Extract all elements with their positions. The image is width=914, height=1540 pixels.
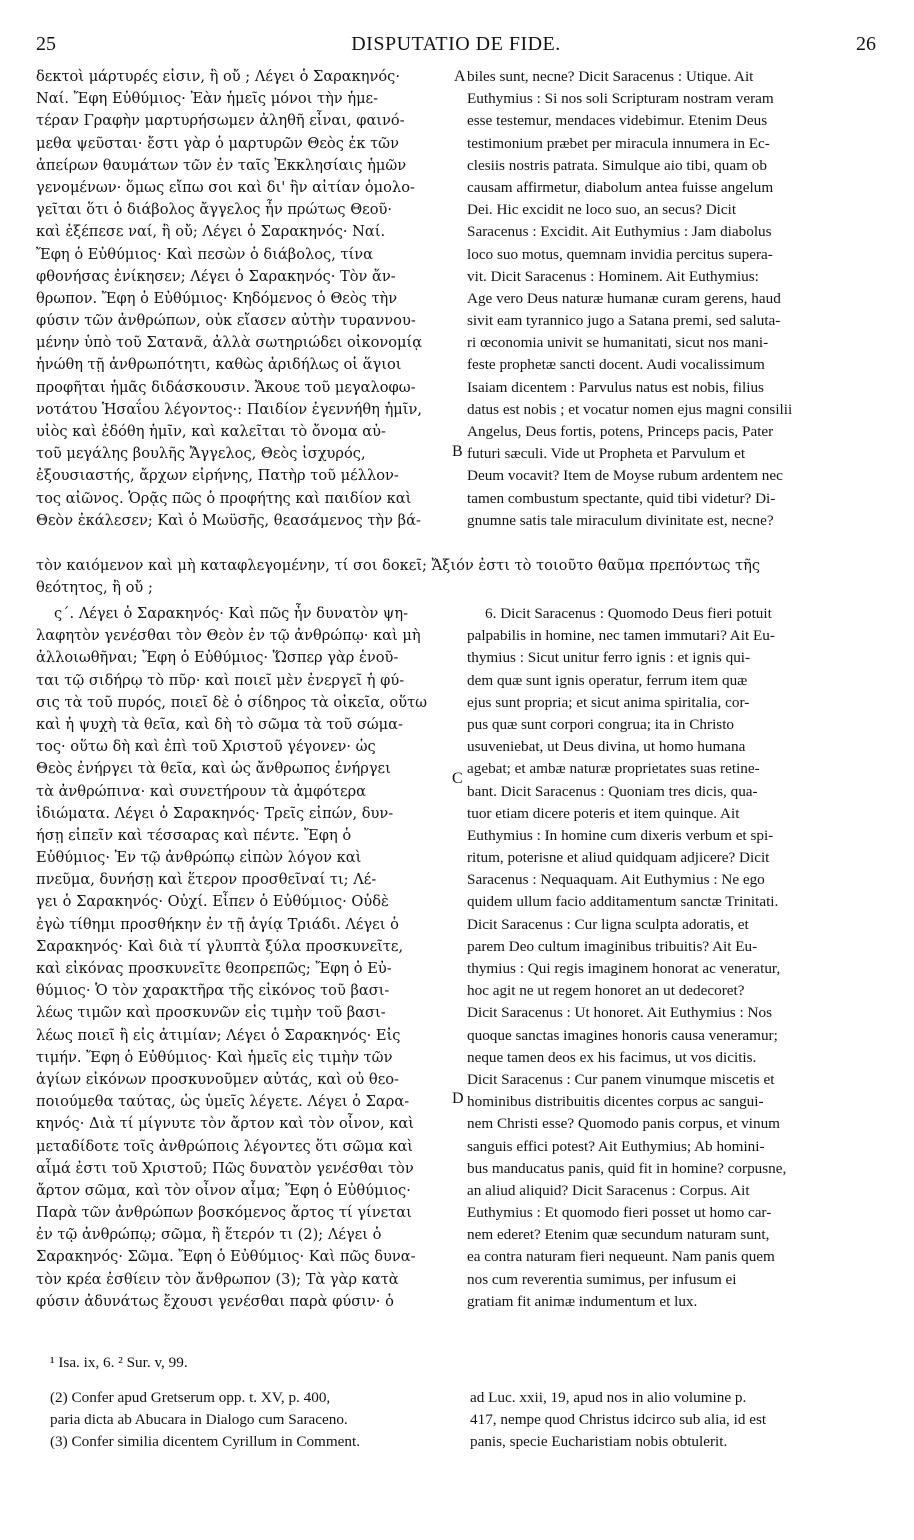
running-title: DISPUTATIO DE FIDE. (351, 33, 561, 55)
greek-text-line: Εὐθύμιος· Ἐν τῷ ἀνθρώπῳ εἰπὼν λόγον καὶ (36, 849, 362, 867)
latin-text-line: causam affirmetur, diabolum antea fuisse angelum (467, 178, 774, 196)
greek-text-line: θύμιος· Ὁ τὸν χαρακτῆρα τῆς εἰκόνος τοῦ βασι- (36, 982, 390, 1000)
latin-text-line: ri œconomia univit se humanitati, sicut nos mani- (467, 334, 769, 352)
greek-text-line: κηνός· Διὰ τί μίγνυτε τὸν ἄρτον καὶ τὸν οἶνον, καὶ (36, 1115, 415, 1133)
greek-text-line: τέραν Γραφὴν μαρτυρήσωμεν ἀληθῆ εἶναι, φαινό- (36, 112, 405, 130)
latin-text-line: gratiam fit animæ indumentum et lux. (467, 1292, 698, 1310)
margin-marker-b: B (452, 443, 463, 460)
latin-text-line: usuveniebat, ut Deus divina, ut homo humana (467, 738, 746, 756)
greek-text-line: πνεῦμα, δυνήσῃ καὶ ἕτερον προσθεῖναί τι; Λέ- (36, 871, 377, 889)
latin-text-line: Euthymius : Et quomodo fieri posset ut homo car- (467, 1204, 772, 1222)
greek-text-line: Ἔφη ὁ Εὐθύμιος· Καὶ πεσὼν ὁ διάβολος, τίνα (36, 245, 374, 263)
latin-text-line: 6. Dicit Saracenus : Quomodo Deus fieri potuit (485, 605, 772, 622)
greek-text-line: τος αἰῶνος. Ὁρᾷς πῶς ὁ προφήτης καὶ παιδίον καὶ (36, 489, 412, 507)
latin-text-line: nem ederet? Etenim quæ secundum naturam sunt, (467, 1226, 770, 1244)
latin-text-line: nos cum reverentia sumimus, per infusum ei (467, 1270, 737, 1288)
latin-text-line: testimonium præbet per miracula innumera in Ec- (467, 134, 770, 152)
latin-text-line: parem Deo cultum imaginibus tribuitis? Ait Eu- (467, 937, 758, 955)
greek-text-line: ἁγίων εἰκόνων προσκυνοῦμεν αὐτάς, καὶ οὐ θεο- (36, 1070, 399, 1088)
footnote-line: (2) Confer apud Gretserum opp. t. XV, p. 400, (50, 1389, 331, 1406)
greek-text-line: Παρὰ τῶν ἀνθρώπων βοσκόμενος ἄρτος τί γίνεται (36, 1204, 412, 1222)
greek-text-line: μένην ὑπὸ τοῦ Σατανᾶ, ἀλλὰ σωτηριώδει οἰκονομίᾳ (36, 334, 423, 352)
greek-text-line: Θεὸν ἐκάλεσεν; Καὶ ὁ Μωϋσῆς, θεασάμενος τὴν βά- (36, 511, 421, 529)
latin-text-line: clesiis nostris patrata. Simulque aio tibi, quam ob (467, 156, 767, 174)
greek-text-line: καὶ ἐξέπεσε ναί, ἢ οὔ; Λέγει ὁ Σαρακηνός· Ναί. (36, 223, 386, 241)
full-width-greek-line: τὸν καιόμενον καὶ μὴ καταφλεγομένην, τί σοι δοκεῖ; Ἄξιόν ἐστι τὸ τοιοῦτο θαῦμα πρεπόντως τῆς (36, 557, 761, 574)
greek-text-line: ς΄. Λέγει ὁ Σαρακηνός· Καὶ πῶς ἦν δυνατὸν ψη- (54, 605, 409, 622)
greek-text-line: νοτάτου Ἡσαΐου λέγοντος·: Παιδίον ἐγεννήθη ἡμῖν, (36, 400, 423, 418)
footnote-references: ¹ Isa. ix, 6. ² Sur. v, 99. (50, 1354, 188, 1371)
latin-text-line: Deum vocavit? Item de Moyse rubum ardentem nec (467, 467, 783, 485)
page-header (36, 33, 876, 57)
latin-text-line: neque tamen deos ex his facimus, ut vos dicitis. (467, 1048, 757, 1066)
latin-text-line: thymius : Sicut unitur ferro ignis : et ignis qui- (467, 649, 751, 667)
margin-marker-c: C (452, 770, 463, 787)
greek-text-line: Θεὸς ἐνήργει τὰ θεῖα, καὶ ὡς ἄνθρωπος ἐνήργει (36, 760, 391, 778)
latin-text-line: thymius : Qui regis imaginem honorat ac veneratur, (467, 960, 781, 977)
latin-text-line: hoc agit ne ut regem honoret an ut dedecoret? (467, 982, 745, 1000)
greek-text-line: φθονήσας ἐνίκησεν; Λέγει ὁ Σαρακηνός· Τὸν ἄν- (36, 267, 396, 285)
latin-text-line: Isaiam dicentem : Parvulus natus est nobis, filius (467, 378, 764, 396)
footnotes-right (470, 1387, 880, 1453)
latin-text-line: Saracenus : Excidit. Ait Euthymius : Jam diabolus (467, 223, 772, 241)
footnotes-left (50, 1387, 460, 1453)
greek-text-line: γεῖται ὅτι ὁ διάβολος ἄγγελος ἦν πρώτως Θεοῦ· (36, 201, 393, 219)
greek-text-line: ἐξουσιαστής, ἄρχων εἰρήνης, Πατὴρ τοῦ μέλλον- (36, 467, 399, 485)
greek-text-line: θρωπον. Ἔφη ὁ Εὐθύμιος· Κηδόμενος ὁ Θεὸς τὴν (36, 289, 398, 307)
greek-text-line: υἱὸς καὶ ἐδόθη ἡμῖν, καὶ καλεῖται τὸ ὄνομα αὐ- (36, 423, 386, 440)
latin-text-line: ejus sunt propria; et sicut anima spiritalia, cor- (467, 693, 750, 711)
page-number-right: 26 (856, 33, 876, 55)
greek-text-line: καὶ εἰκόνας προσκυνεῖτε θεοπρεπῶς; Ἔφη ὁ Εὐ- (36, 960, 392, 977)
greek-text-line: ται τῷ σιδήρῳ τὸ πῦρ· καὶ ποιεῖ μὲν ἐνεργεῖ ἡ φύ- (36, 671, 405, 689)
latin-column-bottom (467, 603, 877, 1313)
latin-text-line: dem quæ sunt ignis operatur, ferrum item quæ (467, 671, 748, 689)
footnote-line: paria dicta ab Abucara in Dialogo cum Saraceno. (50, 1411, 348, 1428)
latin-text-line: ea contra naturam fieri nequeunt. Nam panis quem (467, 1248, 775, 1266)
greek-text-line: τὰ ἀνθρώπινα· καὶ συνετήρουν τὰ ἀμφότερα (36, 782, 367, 800)
greek-text-line: σις τὰ τοῦ πυρός, ποιεῖ δὲ ὁ σίδηρος τὰ οἰκεῖα, οὕτω (36, 693, 428, 711)
latin-text-line: biles sunt, necne? Dicit Saracenus : Utique. Ait (467, 68, 754, 85)
margin-marker-d: D (452, 1090, 464, 1107)
greek-text-line: λέως ποιεῖ ἢ εἰς ἀτιμίαν; Λέγει ὁ Σαρακηνός· Εἰς (36, 1026, 401, 1044)
latin-text-line: Angelus, Deus fortis, potens, Princeps pacis, Pater (467, 423, 774, 440)
greek-text-line: ἐγὼ τίθημι προσθήκην ἐν τῇ ἁγίᾳ Τριάδι. Λέγει ὁ (36, 915, 399, 933)
latin-text-line: Euthymius : In homine cum dixeris verbum et spi- (467, 826, 774, 844)
greek-text-line: καὶ ἡ ψυχὴ τὰ θεῖα, καὶ δὴ τὸ σῶμα τὰ τοῦ σώμα- (36, 715, 403, 733)
latin-text-line: Age vero Deus naturæ humanæ curam gerens, haud (467, 289, 781, 307)
greek-column-top (36, 66, 456, 532)
footnote-line: ad Luc. xxii, 19, apud nos in alio volumine p. (470, 1389, 747, 1406)
greek-text-line: δεκτοὶ μάρτυρές εἰσιν, ἢ οὔ ; Λέγει ὁ Σαρακηνός· (36, 68, 400, 85)
full-width-greek-line-2: θεότητος, ἢ οὔ ; (36, 579, 153, 596)
greek-text-line: τοῦ μεγάλης βουλῆς Ἄγγελος, Θεὸς ἰσχυρός, (36, 445, 366, 463)
greek-text-line: αἷμά ἐστι τοῦ Χριστοῦ; Πῶς δυνατὸν γενέσθαι τὸν (36, 1159, 414, 1177)
greek-column-bottom (36, 603, 456, 1313)
greek-text-line: φύσιν τῶν ἀνθρώπων, οὐκ εἴασεν αὐτὴν τυραννου- (36, 312, 416, 330)
latin-text-line: tamen combustum spectante, quid tibi videtur? Di- (467, 489, 776, 507)
latin-text-line: Dicit Saracenus : Cur ligna sculpta adoratis, et (467, 915, 749, 933)
greek-text-line: ήσῃ εἰπεῖν καὶ τέσσαρας καὶ πέντε. Ἔφη ὁ (36, 826, 352, 844)
footnote-line: panis, specie Eucharistiam nobis obtulerit. (470, 1433, 728, 1450)
latin-text-line: datus est nobis ; et vocatur nomen ejus magni consilii (467, 400, 793, 418)
greek-text-line: ἀλλοιωθῆναι; Ἔφη ὁ Εὐθύμιος· Ὥσπερ γὰρ ἑνοῦ- (36, 649, 399, 667)
latin-text-line: Saracenus : Nequaquam. Ait Euthymius : Ne ego (467, 871, 765, 889)
latin-text-line: sivit eam tyrannico jugo a Satana premi, sed saluta- (467, 312, 781, 330)
latin-text-line: tuor etiam dicere poteris et item quinque. Ait (467, 804, 740, 822)
greek-text-line: ἡνώθη τῇ ἀνθρωπότητι, καθὼς ἀριδήλως οἱ ἅγιοι (36, 356, 402, 374)
greek-text-line: λέως τιμῶν καὶ προσκυνῶν εἰς τιμὴν τοῦ βασι- (36, 1004, 386, 1022)
greek-text-line: λαφητὸν γενέσθαι τὸν Θεὸν ἐν τῷ ἀνθρώπῳ· καὶ μὴ (36, 627, 421, 645)
page-number-left: 25 (36, 33, 56, 55)
latin-text-line: palpabilis in homine, nec tamen immutari? Ait Eu- (467, 627, 775, 645)
greek-text-line: ἐν τῷ ἀνθρώπῳ; σῶμα, ἢ ἕτερόν τι (2); Λέγει ὁ (36, 1226, 382, 1244)
latin-text-line: nem Christi esse? Quomodo panis corpus, et vinum (467, 1115, 780, 1133)
greek-text-line: γει ὁ Σαρακηνός· Οὐχί. Εἶπεν ὁ Εὐθύμιος· Οὐδὲ (36, 893, 389, 911)
greek-text-line: ἰδιώματα. Λέγει ὁ Σαρακηνός· Τρεῖς εἰπών, δυν- (36, 804, 394, 822)
latin-column-top (467, 66, 877, 532)
greek-text-line: τιμήν. Ἔφη ὁ Εὐθύμιος· Καὶ ἡμεῖς εἰς τιμὴν τῶν (36, 1048, 393, 1066)
greek-text-line: τὸν κρέα ἐσθίειν τὸν ἄνθρωπον (3); Τὰ γὰρ κατὰ (36, 1270, 399, 1288)
latin-text-line: ritum, poterisne et aliud quidquam adjicere? Dicit (467, 849, 770, 867)
greek-text-line: προφῆται ἡμᾶς διδάσκουσιν. Ἄκουε τοῦ μεγαλοφω- (36, 378, 416, 396)
latin-text-line: quidem ullum facio additamentum sanctæ Trinitati. (467, 893, 779, 911)
footnote-line: (3) Confer similia dicentem Cyrillum in Comment. (50, 1433, 361, 1450)
latin-text-line: vit. Dicit Saracenus : Hominem. Ait Euthymius: (467, 267, 759, 285)
greek-text-line: γενομένων· ὅμως εἴπω σοι καὶ δι' ἣν αἰτίαν ὁμολο- (36, 178, 415, 196)
greek-text-line: Σαρακηνός· Καὶ διὰ τί γλυπτὰ ξύλα προσκυνεῖτε, (36, 937, 404, 955)
latin-text-line: sanguis effici potest? Ait Euthymius; Ab homini- (467, 1137, 765, 1155)
greek-text-line: τος· οὕτω δὴ καὶ ἐπὶ τοῦ Χριστοῦ γέγονεν· ὡς (36, 738, 376, 756)
greek-text-line: Σαρακηνός· Σῶμα. Ἔφη ὁ Εὐθύμιος· Καὶ πῶς δυνα- (36, 1248, 416, 1266)
latin-text-line: bus manducatus panis, quid fit in homine? corpusne, (467, 1159, 787, 1177)
latin-text-line: Euthymius : Si nos soli Scripturam nostram veram (467, 90, 774, 108)
footnote-line: 417, nempe quod Christus idcirco sub alia, id est (470, 1411, 767, 1428)
greek-text-line: ἀπείρων θαυμάτων τῶν ἐν ταῖς Ἐκκλησίαις ἡμῶν (36, 156, 407, 174)
latin-text-line: hominibus distribuitis dicentes corpus ac sangui- (467, 1093, 764, 1111)
greek-text-line: φύσιν ἀδυνάτως ἔχουσι γενέσθαι παρὰ φύσιν· ὁ (36, 1292, 394, 1310)
margin-marker-a: A (454, 68, 466, 85)
latin-text-line: esse testemur, mendaces videbimur. Etenim Deus (467, 112, 768, 130)
greek-text-line: ἄρτον σῶμα, καὶ τὸν οἶνον αἷμα; Ἔφη ὁ Εὐθύμιος· (36, 1181, 411, 1199)
latin-text-line: loco suo motus, quemnam invidia percitus supera- (467, 245, 773, 263)
latin-text-line: futuri sæculi. Vide ut Propheta et Parvulum et (467, 445, 746, 463)
greek-text-line: Ναί. Ἔφη Εὐθύμιος· Ἐὰν ἡμεῖς μόνοι τὴν ἡμε- (36, 90, 379, 108)
latin-text-line: quoque sanctas imagines honoris causa veneramur; (467, 1026, 778, 1044)
latin-text-line: agebat; et ambæ naturæ proprietates suas retine- (467, 760, 760, 778)
latin-text-line: feste prophetæ sancti docent. Audi vocalissimum (467, 356, 765, 374)
latin-text-line: Dicit Saracenus : Ut honoret. Ait Euthymius : Nos (467, 1004, 772, 1022)
latin-text-line: pus quæ sunt corpori congrua; ita in Christo (467, 715, 735, 733)
latin-text-line: Dei. Hic excidit ne loco suo, an secus? Dicit (467, 201, 737, 219)
greek-text-line: ποιούμεθα ταύτας, ὡς ὑμεῖς λέγετε. Λέγει ὁ Σαρα- (36, 1093, 410, 1111)
latin-text-line: bant. Dicit Saracenus : Quoniam tres dicis, qua- (467, 782, 758, 800)
latin-text-line: Dicit Saracenus : Cur panem vinumque miscetis et (467, 1070, 775, 1088)
greek-text-line: μεταδίδοτε τοῖς ἀνθρώποις λέγοντες ὅτι σῶμα καὶ (36, 1137, 414, 1155)
latin-text-line: gnumne satis tale miraculum divinitate est, necne? (467, 511, 774, 529)
latin-text-line: an aliud aliquid? Dicit Saracenus : Corpus. Ait (467, 1181, 750, 1199)
greek-text-line: μεθα ψεῦσται· ἔστι γὰρ ὁ μαρτυρῶν Θεὸς ἐκ τῶν (36, 134, 399, 152)
